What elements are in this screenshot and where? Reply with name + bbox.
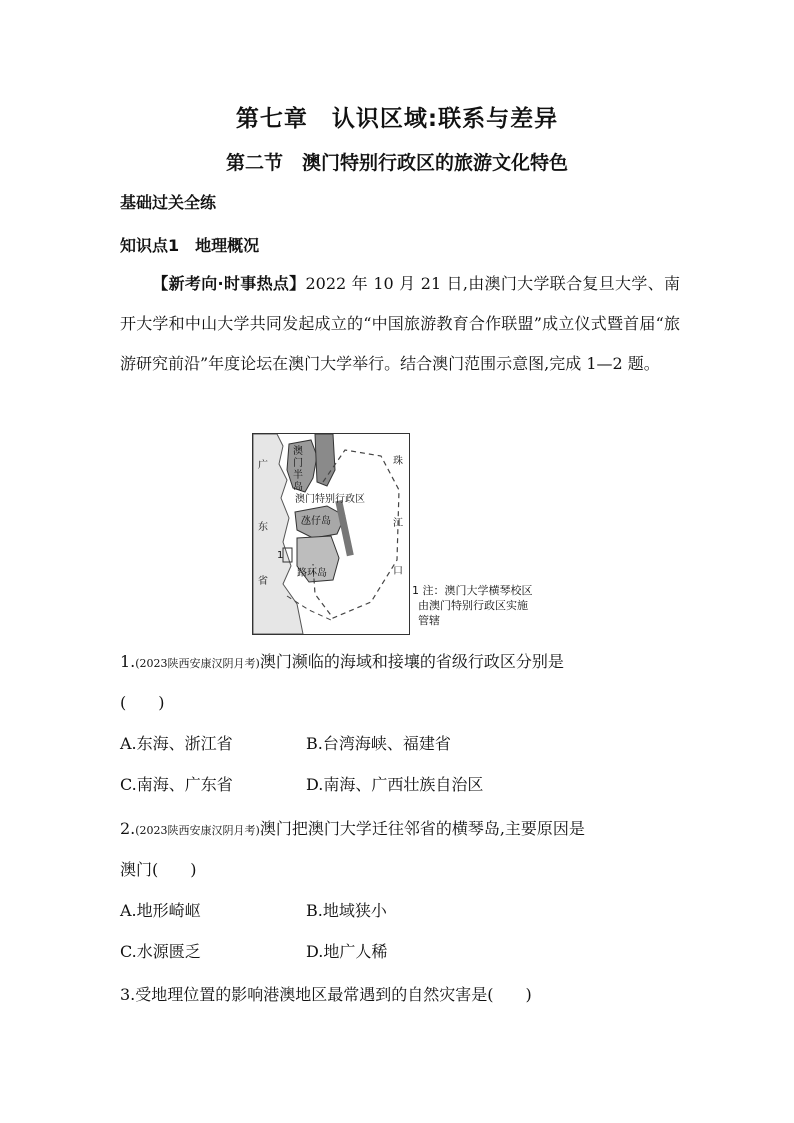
question-1-option-b[interactable]: B.台湾海峡、福建省 <box>306 734 451 753</box>
question-2-number: 2. <box>120 819 136 838</box>
map-label-peninsula-3: 半 <box>293 470 303 481</box>
map-label-peninsula-4: 岛 <box>293 482 303 493</box>
map-label-dong: 东 <box>258 522 268 533</box>
intro-tag: 【新考向·时事热点】 <box>152 274 306 293</box>
map-label-guang: 广 <box>258 460 268 471</box>
question-2-option-a[interactable]: A.地形崎岖 <box>120 901 201 920</box>
map-label-zhu: 珠 <box>393 456 403 467</box>
question-1-option-c[interactable]: C.南海、广东省 <box>120 775 233 794</box>
question-2-option-d[interactable]: D.地广人稀 <box>306 942 388 961</box>
intro-paragraph <box>120 264 680 384</box>
map-label-sheng: 省 <box>258 576 268 587</box>
macau-map <box>252 433 410 635</box>
question-2-stem-continued: 澳门( ) <box>120 860 197 879</box>
map-note-line-1: 1 注：澳门大学横琴校区 <box>412 584 533 597</box>
question-2-option-b[interactable]: B.地域狭小 <box>306 901 387 920</box>
question-1-text: 澳门濒临的海域和接壤的省级行政区分别是 <box>259 652 564 671</box>
question-1-source: (2023陕西安康汉阴月考) <box>135 657 260 670</box>
section-title: 第二节 澳门特别行政区的旅游文化特色 <box>225 152 568 174</box>
question-2-stem <box>120 816 585 839</box>
question-2-option-c[interactable]: C.水源匮乏 <box>120 942 201 961</box>
map-label-peninsula-2: 门 <box>293 458 303 469</box>
question-3-number: 3. <box>120 985 136 1004</box>
map-label-jiang: 江 <box>393 518 403 529</box>
knowledge-point-heading: 知识点1 地理概况 <box>120 236 260 255</box>
question-1-option-a[interactable]: A.东海、浙江省 <box>120 734 233 753</box>
question-1-bracket: ( ) <box>120 693 165 712</box>
map-label-peninsula-1: 澳 <box>293 446 303 457</box>
question-1-number: 1. <box>120 652 136 671</box>
question-3-text: 受地理位置的影响港澳地区最常遇到的自然灾害是( ) <box>135 985 532 1004</box>
question-1-stem <box>120 649 564 672</box>
map-note <box>412 583 533 628</box>
intro-text: 2022 年 10 月 21 日,由澳门大学联合复旦大学、南开大学和中山大学共同发起成立的“中国旅游教育合作联盟”成立仪式暨首届“旅游研究前沿”年度论坛在澳门大学举行。结合澳门范围示意图,完成 1—2 题。 <box>120 274 680 373</box>
map-label-coloane: 路环岛 <box>297 568 327 579</box>
map-label-marker: 1 <box>277 550 284 561</box>
map-label-taipa: 氹仔岛 <box>301 516 331 527</box>
chapter-title: 第七章 认识区域:联系与差异 <box>235 106 559 132</box>
question-2-text: 澳门把澳门大学迁往邻省的横琴岛,主要原因是 <box>259 819 585 838</box>
map-label-sar: 澳门特别行政区 <box>295 494 365 505</box>
map-note-line-3: 管辖 <box>418 614 440 627</box>
practice-heading: 基础过关全练 <box>120 193 217 212</box>
macau-map-drawing <box>253 434 409 634</box>
map-note-line-2: 由澳门特别行政区实施 <box>418 599 528 612</box>
map-label-kou: 口 <box>393 566 403 577</box>
question-3-stem <box>120 982 532 1005</box>
question-2-source: (2023陕西安康汉阴月考) <box>135 824 260 837</box>
question-1-option-d[interactable]: D.南海、广西壮族自治区 <box>306 775 484 794</box>
